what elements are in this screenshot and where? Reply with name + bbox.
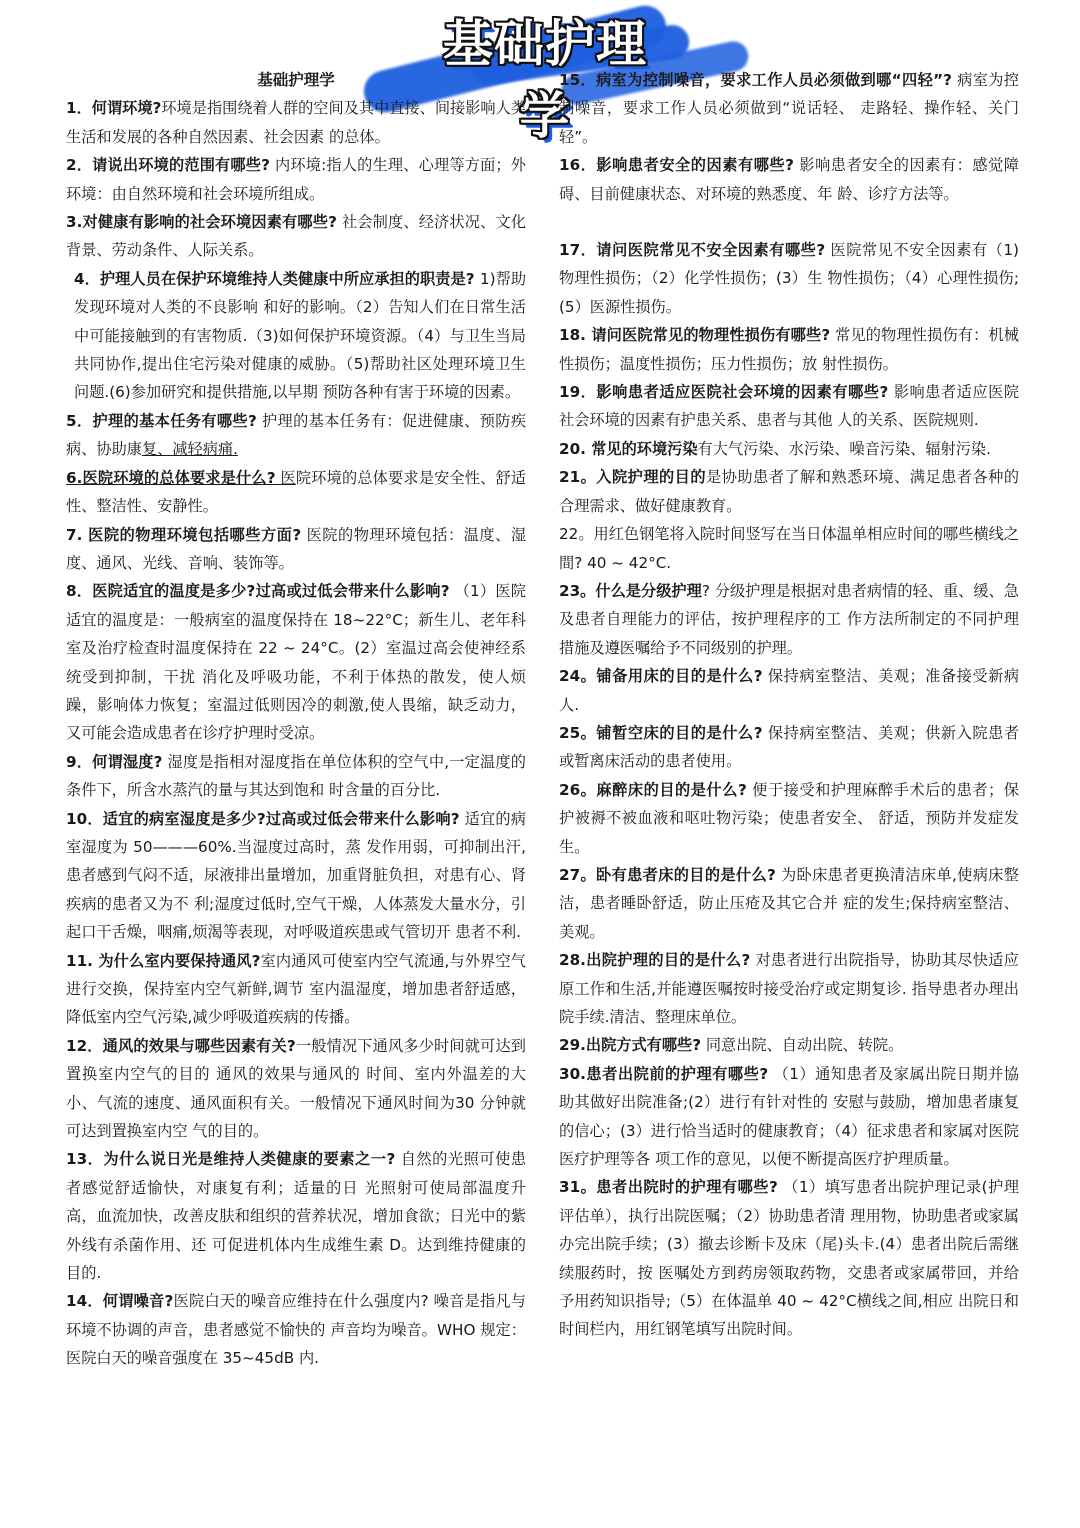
qa-item-12 <box>66 1032 526 1146</box>
answer: 保持病室整洁、美观；准备接受新病人. <box>559 667 1020 714</box>
qa-item-13 <box>66 1145 526 1287</box>
qa-item-24 <box>559 662 1019 719</box>
question: 5．护理的基本任务有哪些? <box>66 411 257 430</box>
answer: ? 分级护理是根据对患者病情的轻、重、缓、急及患者自理能力的评估，按护理程序的工 作方法所制定的不同护理措施及遵医嘱给予不同级别的护理。 <box>559 581 1019 657</box>
answer: 为卧床患者更换清洁床单,使病床整洁，患者睡卧舒适，防止压疮及其它合并 症的发生;保持病室整洁、美观。 <box>559 865 1019 941</box>
answer: 影响患者适应医院社会环境的因素有护患关系、患者与其他 人的关系、医院规则. <box>559 383 1020 430</box>
question: 1．何谓环境? <box>66 99 162 118</box>
qa-item-17 <box>559 236 1019 321</box>
question: 23。什么是分级护理 <box>559 581 702 600</box>
question: 13．为什么说日光是维持人类健康的要素之一? <box>66 1150 396 1169</box>
qa-item-18 <box>559 321 1019 378</box>
answer: 是协助患者了解和熟悉环境、满足患者各种的合理需求、做好健康教育。 <box>559 468 1020 515</box>
qa-item-8 <box>66 577 526 747</box>
qa-item-7 <box>66 521 526 578</box>
answer: 影响患者安全的因素有：感觉障碍、目前健康状态、对环境的熟悉度、年 龄、诊疗方法等。 <box>559 156 1019 203</box>
answer: 适宜的病室湿度为 50———60%.当湿度过高时，蒸 发作用弱，可抑制出汗,患者感到气闷不适，尿液排出量增加，加重肾脏负担，对患有心、肾疾病的患者又为不 利;湿度过低时,空气干燥，人体蒸发大量水分，引起口干舌燥，咽痛,烦渴等表现，对呼吸道疾患或气管切开 患者不利. <box>66 809 526 942</box>
qa-item-26 <box>559 776 1019 861</box>
question: 19．影响患者适应医院社会环境的因素有哪些? <box>559 383 889 402</box>
document-subtitle: 基础护理学 <box>257 71 335 89</box>
qa-item-20 <box>559 435 1019 463</box>
qa-item-5 <box>66 407 526 464</box>
answer: （1）通知患者及家属出院日期并協助其做好出院准备;(2）进行有针对性的 安慰与鼓励，增加患者康复的信心；(3）进行恰当适时的健康教育；（4）征求患者和家属对医院医疗护理等各 项工作的意见，以便不断提高医疗护理质量。 <box>559 1064 1019 1169</box>
question: 28.出院护理的目的是什么? <box>559 951 751 970</box>
question: 24。铺备用床的目的是什么? <box>559 667 763 686</box>
question: 10．适宜的病室湿度是多少?过高或过低会带来什么影响? <box>66 809 460 828</box>
answer: （1）医院适宜的温度是：一般病室的温度保持在 18~22°C；新生儿、老年科室及治疗检查时温度保持在 22 ~ 24°C。(2）室温过高会使神经系统受到抑制，干扰 消化及呼吸功能，不利于体热的散发，使人烦躁，影响体力恢复；室温过低则因冷的刺激,使人畏缩，缺乏动力， 又可能会造成患者在诊疗护理时受凉。 <box>66 582 526 743</box>
answer: 病室为控制噪音，要求工作人员必须做到“说话轻、 走路轻、操作轻、关门轻”。 <box>559 71 1019 146</box>
question: 29.出院方式有哪些? <box>559 1036 702 1055</box>
question: 31。患者出院时的护理有哪些? <box>559 1178 778 1197</box>
qa-item-4 <box>66 265 526 407</box>
qa-item-22 <box>559 520 1019 577</box>
question: 7. 医院的物理环境包括哪些方面? <box>66 525 302 544</box>
question: 20. 常见的环境污染 <box>559 439 698 458</box>
answer: 院环境的总体要求是安全性、舒适性、整洁性、安静性。 <box>66 468 527 516</box>
qa-item-15 <box>559 66 1019 151</box>
qa-item-6 <box>66 464 526 521</box>
answer: 自然的光照可使患者感觉舒适愉快，对康复有利；适量的日 光照射可使局部温度升高，血流加快，改善皮肤和组织的营养状况，增加食欲；日光中的紫外线有杀菌作用、还 可促进机体内生成维生素 D。达到维持健康的目的. <box>66 1150 527 1283</box>
qa-item-19 <box>559 378 1019 435</box>
question: 16．影响患者安全的因素有哪些? <box>559 156 794 175</box>
qa-item-28 <box>559 946 1019 1031</box>
question: 25。铺暂空床的目的是什么? <box>559 723 763 742</box>
qa-item-2 <box>66 151 526 208</box>
answer: 同意出院、自动出院、转院。 <box>701 1036 904 1055</box>
question: 4．护理人员在保护环境维持人类健康中所应承担的职责是? <box>74 269 480 288</box>
answer: 医院白天的噪音应维持在什么强度内? 噪音是指凡与环境不协调的声音，患者感觉不愉快的 声音均为噪音。WHO 规定：医院白天的噪音强度在 35~45dB 内. <box>66 1292 526 1368</box>
question: 30.患者出院前的护理有哪些? <box>559 1064 769 1083</box>
answer: 环境是指围绕着人群的空间及其中直接、间接影响人类生活和发展的各种自然因素、社会因素 的总体。 <box>66 99 526 146</box>
qa-item-21 <box>559 463 1019 520</box>
answer: 保持病室整洁、美观；供新入院患者或暂离床活动的患者使用。 <box>559 723 1020 771</box>
qa-item-11 <box>66 947 526 1032</box>
answer: 22。用红色钢笔将入院时间竖写在当日体温单相应时间的哪些横线之間? 40 ~ 42°C. <box>559 525 1019 572</box>
qa-item-23 <box>559 577 1019 662</box>
page-title: 基础护理学 <box>443 15 647 145</box>
answer: 社会制度、经济状况、文化背景、劳动条件、人际关系。 <box>66 213 527 260</box>
qa-item-25 <box>559 719 1019 776</box>
question: 8．医院适宜的温度是多少?过高或过低会带来什么影响? <box>66 582 450 601</box>
qa-item-30 <box>559 1060 1019 1174</box>
question: 17．请问医院常见不安全因素有哪些? <box>559 241 826 260</box>
answer: 对患者进行出院指导，协助其尽快适应原工作和生活,并能遵医嘱按时接受治疗或定期复诊. 指导患者办理出院手续.清洁、整理床单位。 <box>559 951 1019 1026</box>
question: 27。卧有患者床的目的是什么? <box>559 865 776 884</box>
qa-item-9 <box>66 748 526 805</box>
question: 26。麻醉床的目的是什么? <box>559 780 747 799</box>
qa-item-14 <box>66 1287 526 1372</box>
answer-underlined: 医 <box>275 468 296 487</box>
question: 9．何谓湿度? <box>66 752 163 771</box>
right-column <box>559 66 1019 1344</box>
question: 2．请说出环境的范围有哪些? <box>66 156 270 175</box>
question: 14．何谓噪音? <box>66 1292 174 1311</box>
answer: 室内通风可使室内空气流通,与外界空气进行交换，保持室内空气新鲜,调节 室内温湿度，增加患者舒适感，降低室内空气污染,减少呼吸道疾病的传播。 <box>66 951 526 1027</box>
spacer <box>559 208 1019 236</box>
answer: 护理的基本任务有：促进健康、预防疾病、协助康 <box>66 411 527 459</box>
question: 18. 请问医院常见的物理性损伤有哪些? <box>559 326 831 345</box>
answer: 1)帮助发现环境对人类的不良影响 和好的影响。（2）告知人们在日常生活中可能接触到的有害物质.（3)如何保护环境资源。（4）与卫生当局 共同协作,提出住宅污染对健康的威胁。（5)帮助社区处理环境卫生问题.(6)参加研究和提供措施,以早期 预防各种有害于环境的因素。 <box>74 269 527 402</box>
answer: 便于接受和护理麻醉手术后的患者；保护被褥不被血液和呕吐物污染；使患者安全、 舒适，预防并发症发生。 <box>559 780 1019 856</box>
qa-item-1 <box>66 94 526 151</box>
question: 11. 为什么室内要保持通风? <box>66 951 261 970</box>
answer: 医院常见不安全因素有（1)物理性损伤；（2）化学性损伤；(3）生 物性损伤；（4）心理性损伤;(5）医源性损伤。 <box>559 241 1019 316</box>
qa-item-29 <box>559 1031 1019 1059</box>
qa-item-3 <box>66 208 526 265</box>
qa-item-16 <box>559 151 1019 208</box>
answer: （1）填写患者出院护理记录(护理评估单），执行出院医嘱；（2）协助患者清 理用物，协助患者或家属办完出院手续；(3）撤去诊断卡及床（尾)头卡.(4）患者出院后需继续服药时，按 医嘱处方到药房领取药物，交患者或家属带回，并给予用药知识指导;（5）在体温单 40 ~ 42°C横线之间,相应 出院日和时间栏内，用红钢笔填写出院时间。 <box>559 1178 1019 1339</box>
answer: 有大气污染、水污染、噪音污染、辐射污染. <box>697 439 991 458</box>
answer: 湿度是指相对湿度指在单位体积的空气中,一定温度的条件下，所含水蒸汽的量与其达到饱和 时含量的百分比. <box>66 752 526 800</box>
answer-underlined: 复、减轻病痛. <box>141 440 238 459</box>
left-column <box>66 66 526 1373</box>
answer: 一般情况下通风多少时间就可达到置换室内空气的目的 通风的效果与通风的 时间、室内外温差的大小、气流的速度、通风面积有关。一般情况下通风时间为30 分钟就可达到置换室内空 气的目的。 <box>66 1036 526 1141</box>
qa-item-10 <box>66 805 526 947</box>
qa-item-31 <box>559 1173 1019 1343</box>
question: 6.医院环境的总体要求是什么? <box>66 468 276 487</box>
question: 21。入院护理的目的 <box>559 468 707 487</box>
question: 12．通风的效果与哪些因素有关? <box>66 1036 296 1055</box>
question: 3.对健康有影响的社会环境因素有哪些? <box>66 213 337 232</box>
answer: 医院的物理环境包括：温度、湿度、通风、光线、音响、装饰等。 <box>66 525 527 572</box>
answer: 常见的物理性损伤有：机械性损伤；温度性损伤；压力性损伤；放 射性损伤。 <box>559 326 1019 373</box>
question: 15．病室为控制噪音，要求工作人员必须做到哪“四轻”? <box>559 71 952 89</box>
qa-item-27 <box>559 861 1019 946</box>
answer: 内环境:指人的生理、心理等方面；外环境：由自然环境和社会环境所组成。 <box>66 156 526 203</box>
